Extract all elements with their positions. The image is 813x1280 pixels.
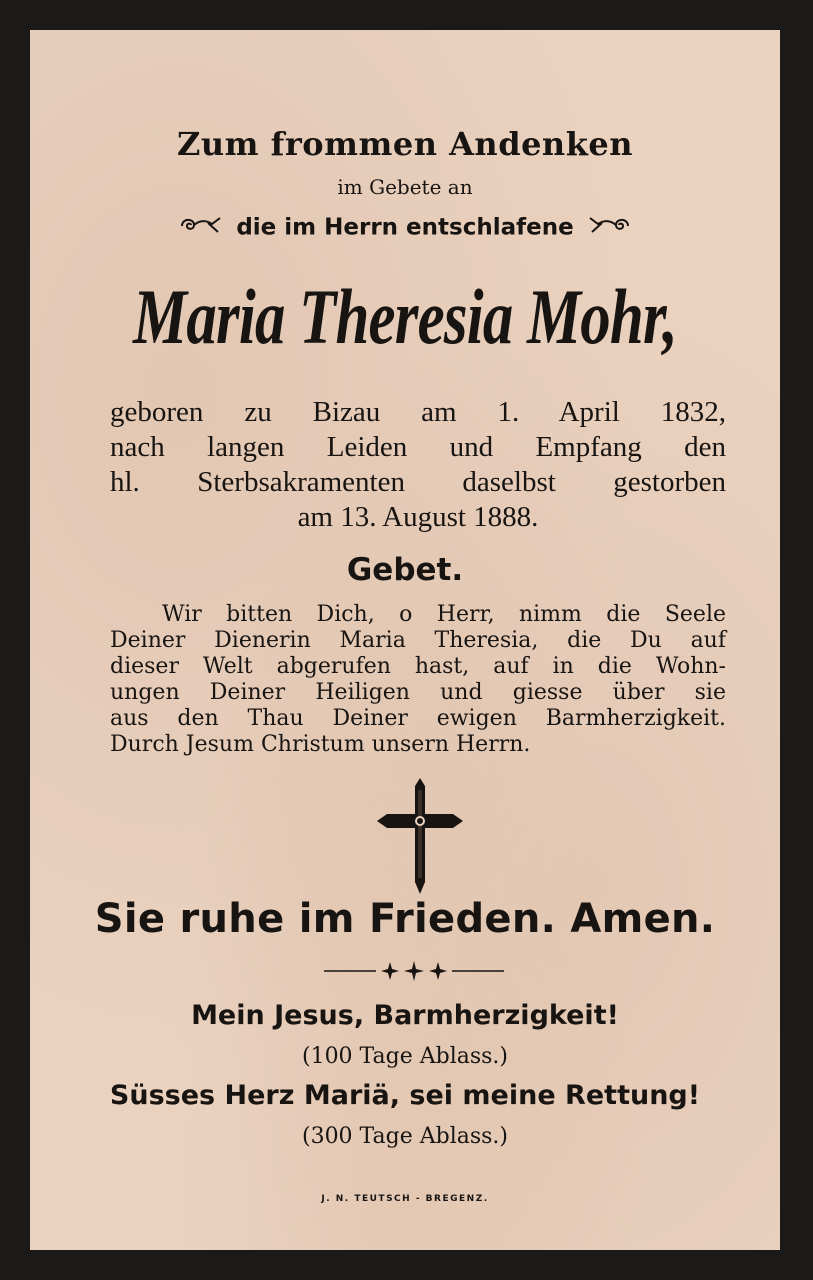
rest-in-peace: Sie ruhe im Frieden. Amen. <box>94 896 716 942</box>
prayer-line: aus den Thau Deiner ewigen Barmherzigkeit. <box>110 706 726 731</box>
star-divider-icon <box>324 958 504 989</box>
indulgence-300: (300 Tage Ablass.) <box>301 1124 509 1149</box>
prayer-text <box>110 602 726 758</box>
invocation-jesus: Mein Jesus, Barmherzigkeit! <box>191 1000 619 1031</box>
prayer-line: ungen Deiner Heiligen und giesse über sie <box>110 680 726 705</box>
memorial-card <box>30 30 780 1250</box>
prayer-line: dieser Welt abgerufen hast, auf in die Wohn- <box>110 654 726 679</box>
card-intro-line <box>30 214 780 242</box>
bio-line: geboren zu Bizau am 1. April 1832, <box>110 396 726 428</box>
bio-line: am 13. August 1888. <box>297 501 539 533</box>
deceased-name: Maria Theresia Mohr, <box>133 273 677 360</box>
bio-line: nach langen Leiden und Empfang den <box>110 431 726 463</box>
card-heading: Zum frommen Andenken <box>177 125 633 163</box>
invocation-heart-mary: Süsses Herz Mariä, sei meine Rettung! <box>109 1080 701 1111</box>
printer-imprint: J. N. TEUTSCH - BREGENZ. <box>321 1194 489 1204</box>
card-subheading: im Gebete an <box>337 175 473 199</box>
prayer-title: Gebet. <box>346 552 464 588</box>
flourish-left-icon <box>178 214 222 242</box>
card-intro: die im Herrn entschlafene <box>236 214 574 241</box>
flourish-right-icon <box>588 214 632 242</box>
bio-line: hl. Sterbsakramenten daselbst gestorben <box>110 466 726 498</box>
prayer-line: Durch Jesum Christum unsern Herrn. <box>110 732 531 757</box>
prayer-line: Wir bitten Dich, o Herr, nimm die Seele <box>162 602 726 627</box>
indulgence-100: (100 Tage Ablass.) <box>301 1044 509 1069</box>
biography <box>110 395 726 535</box>
prayer-line: Deiner Dienerin Maria Theresia, die Du auf <box>110 628 726 653</box>
cross-icon <box>377 778 463 899</box>
